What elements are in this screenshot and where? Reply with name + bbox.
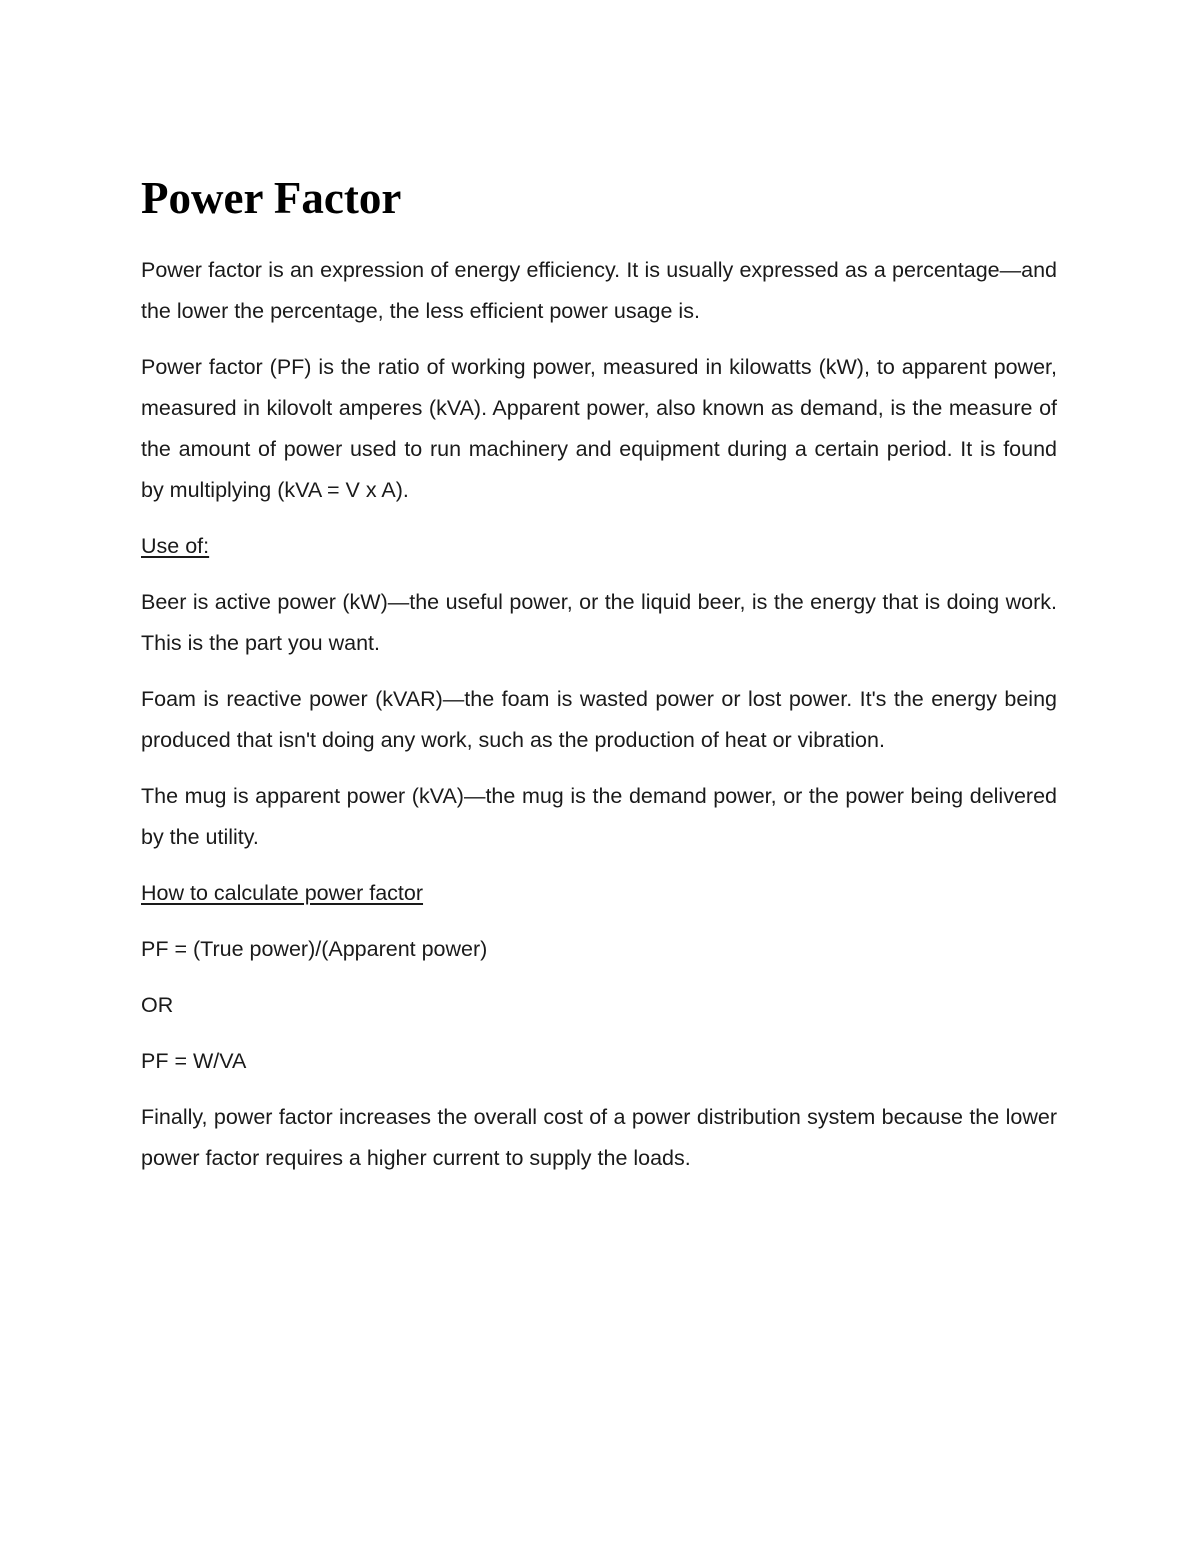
paragraph-conclusion: Finally, power factor increases the overall cost of a power distribution system because the lower power factor requires a higher current to supply the loads. (141, 1105, 1057, 1170)
use-of-heading (141, 526, 1057, 567)
or-text: OR (141, 993, 174, 1017)
paragraph-beer: Beer is active power (kW)—the useful power, or the liquid beer, is the energy that is doing work. This is the part you want. (141, 590, 1057, 655)
paragraph-ratio: Power factor (PF) is the ratio of working power, measured in kilowatts (kW), to apparent power, measured in kilovolt amperes (kVA). Apparent power, also known as demand, is the measure of the amount of power used to run machinery and equipment during a certain period. It is found by multiplying (kVA = V x A). (141, 355, 1057, 502)
paragraph-definition: Power factor is an expression of energy efficiency. It is usually expressed as a percentage—and the lower the percentage, the less efficient power usage is. (141, 258, 1057, 323)
formula-w-va: PF = W/VA (141, 1049, 247, 1073)
paragraph-mug: The mug is apparent power (kVA)—the mug is the demand power, or the power being delivered by the utility. (141, 784, 1057, 849)
calculate-heading-text: How to calculate power factor (141, 881, 424, 905)
use-of-heading-text: Use of: (141, 534, 210, 558)
document-title: Power Factor (141, 173, 402, 223)
formula-true-apparent: PF = (True power)/(Apparent power) (141, 937, 488, 961)
paragraph-foam: Foam is reactive power (kVAR)—the foam is wasted power or lost power. It's the energy being produced that isn't doing any work, such as the production of heat or vibration. (141, 687, 1057, 752)
calculate-heading (141, 873, 1057, 914)
document-body (141, 170, 1057, 1194)
